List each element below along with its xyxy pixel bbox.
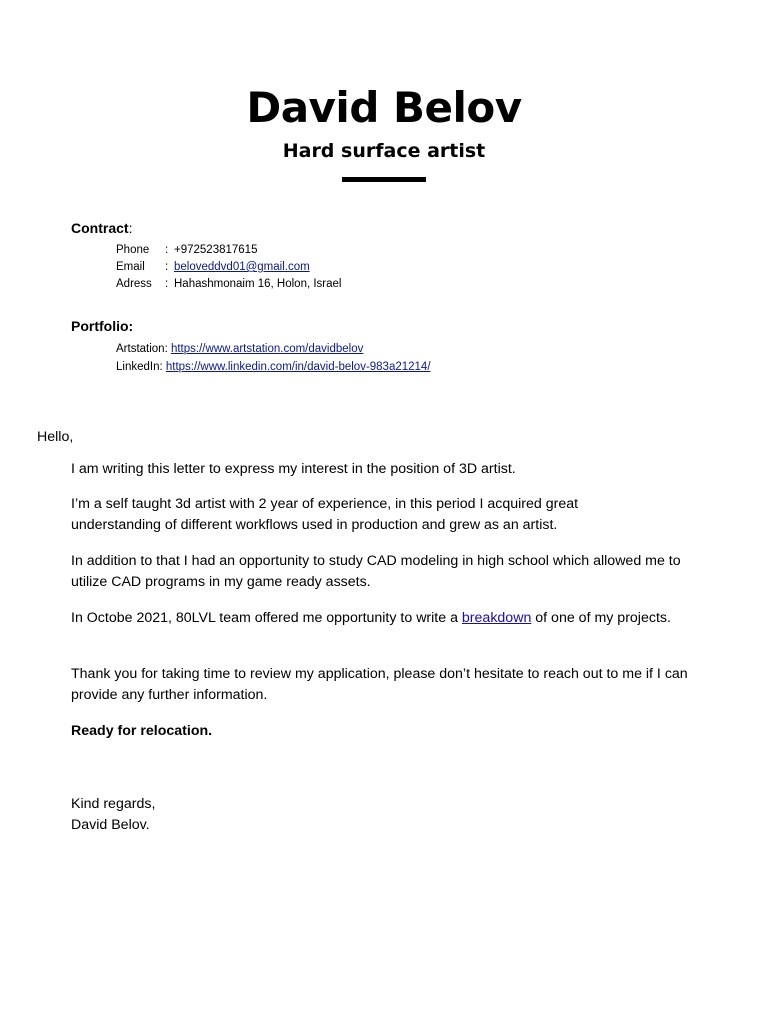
email-link[interactable]: beloveddvd01@gmail.com [174,261,310,273]
phone-label: Phone [116,244,150,256]
portfolio-heading [71,317,133,335]
signature-name: David Belov. [71,817,150,833]
artstation-label: Artstation: [116,343,171,355]
email-separator: : [165,261,169,273]
portfolio-heading-text: Portfolio [71,318,129,334]
letter-paragraph-1: I am writing this letter to express my interest in the position of 3D artist. [71,461,516,477]
phone-value: +972523817615 [174,244,258,256]
linkedin-row [116,358,431,376]
contact-details [116,242,341,293]
contact-heading-text: Contract [71,220,129,236]
letter-greeting: Hello, [37,429,74,445]
paragraph-4-outro: of one of my projects. [531,610,671,626]
closing-phrase: Kind regards, [71,796,156,812]
paragraph-4-intro: In Octobe 2021, 80LVL team offered me opportunity to write a [71,610,462,626]
contact-heading-colon: : [128,220,133,236]
breakdown-link[interactable]: breakdown [461,610,532,626]
contact-row-email [116,259,341,276]
artstation-row [116,340,431,358]
letter-signoff [71,794,155,836]
relocation-note: Ready for relocation. [71,723,213,739]
phone-separator: : [165,244,169,256]
address-label: Adress [116,278,152,290]
resume-header [0,80,768,182]
contact-row-address [116,276,341,293]
letter-paragraph-2: I’m a self taught 3d artist with 2 year of experience, in this period I acquired great understanding of different workflows used in production and grew as an artist. [71,496,579,533]
applicant-name: David Belov [246,83,522,132]
header-divider [342,177,426,182]
contact-row-phone [116,242,341,259]
linkedin-link[interactable]: https://www.linkedin.com/in/david-belov-983a21214/ [165,361,431,373]
linkedin-label: LinkedIn: [116,361,166,373]
email-label: Email [116,261,145,273]
portfolio-links [116,340,431,376]
letter-paragraph-5: Thank you for taking time to review my application, please don’t hesitate to reach out to me if I can provide any further information. [71,666,688,703]
letter-paragraph-4 [71,608,671,629]
portfolio-heading-colon: : [128,318,134,334]
address-value: Hahashmonaim 16, Holon, Israel [174,278,342,290]
applicant-title: Hard surface artist [282,140,486,162]
address-separator: : [165,278,169,290]
artstation-link[interactable]: https://www.artstation.com/davidbelov [170,343,364,355]
letter-paragraph-3: In addition to that I had an opportunity to study CAD modeling in high school which allowed me to utilize CAD programs in my game ready assets. [71,553,681,590]
contact-heading [71,219,132,237]
